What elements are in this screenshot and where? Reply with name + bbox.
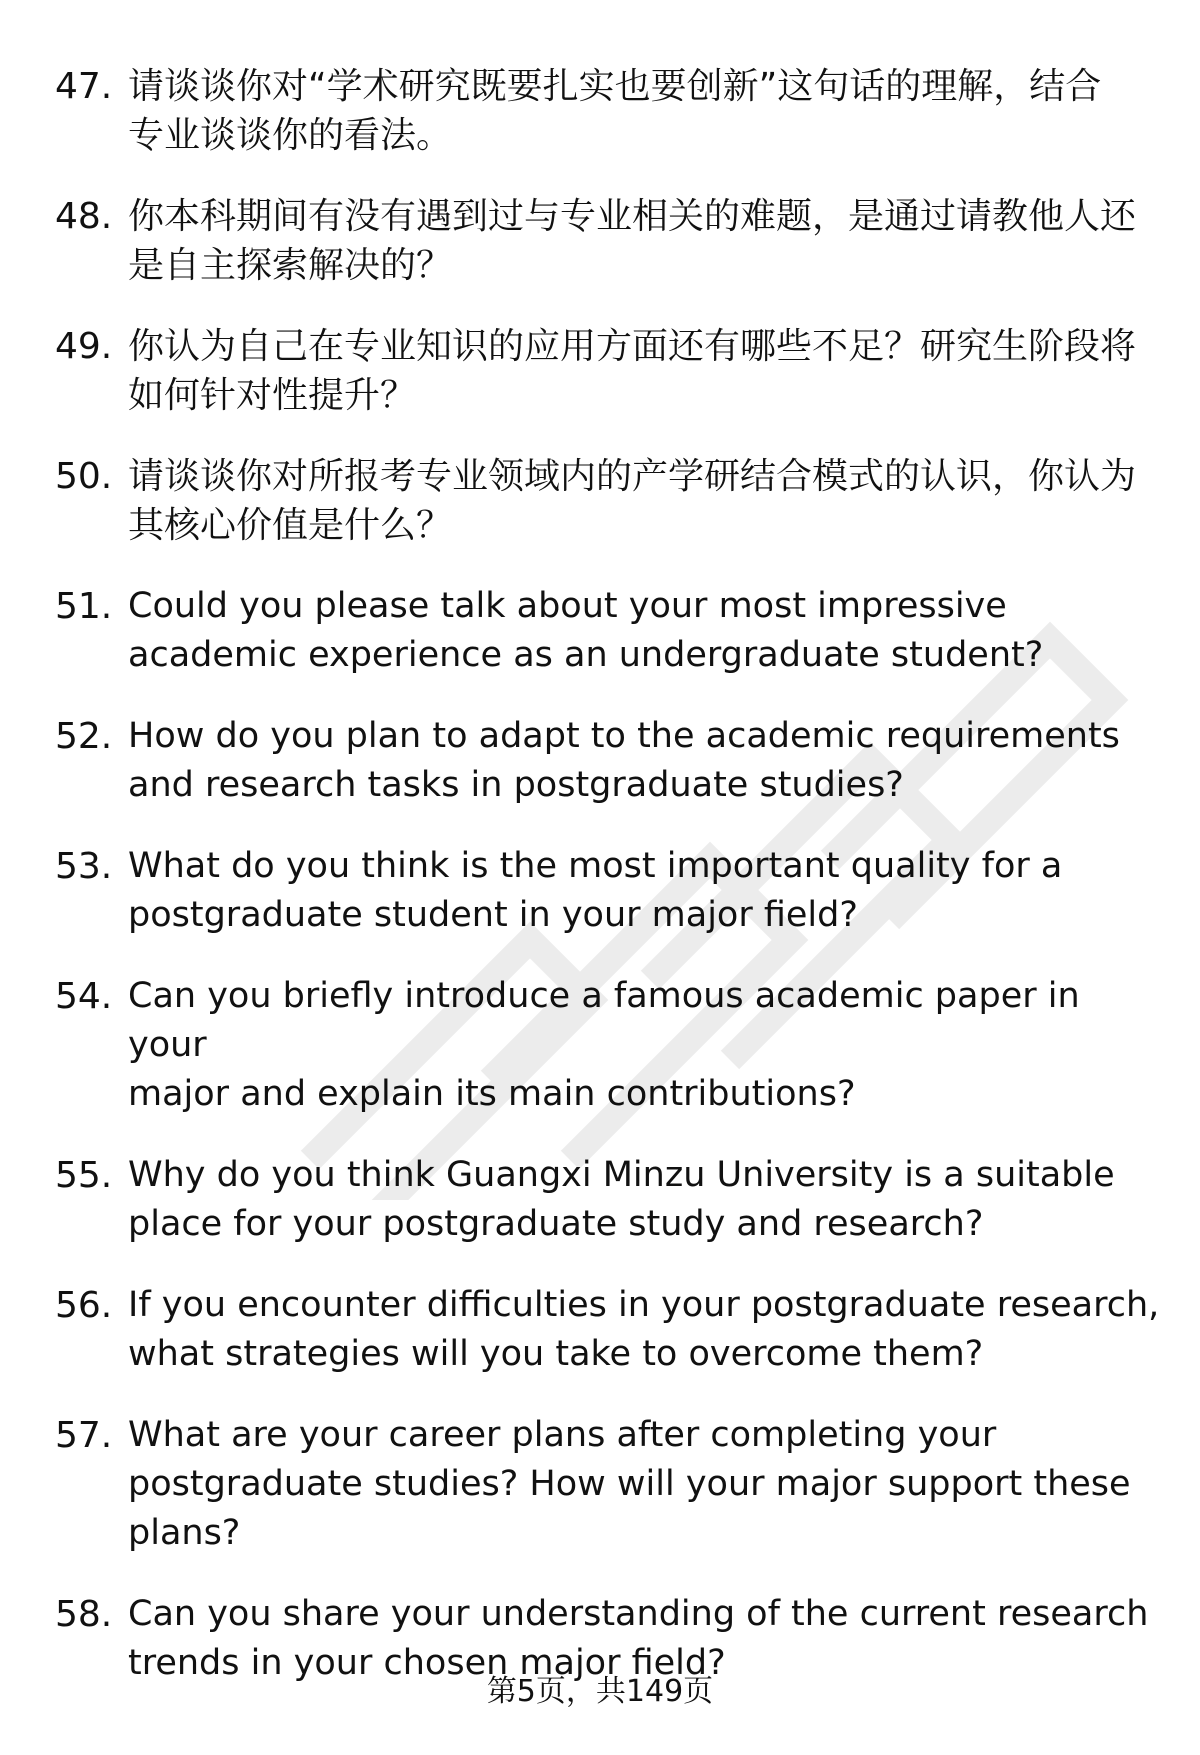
list-item	[55, 192, 1160, 290]
question-list	[55, 62, 1160, 1688]
question-text: Can you briefly introduce a famous academic paper in your major and explain its main contributions?	[128, 976, 1080, 1114]
list-item	[55, 62, 1160, 160]
question-number: 49.	[55, 326, 113, 367]
question-text: What do you think is the most important quality for a postgraduate student in your major field?	[128, 846, 1063, 935]
list-item	[55, 452, 1160, 550]
question-text: 你认为自己在专业知识的应用方面还有哪些不足？研究生阶段将 如何针对性提升？	[128, 326, 1137, 416]
question-text: Can you share your understanding of the current research trends in your chosen major field?	[128, 1594, 1149, 1683]
question-text: 请谈谈你对“学术研究既要扎实也要创新”这句话的理解，结合 专业谈谈你的看法。	[128, 66, 1102, 156]
question-number: 57.	[55, 1415, 113, 1456]
list-item	[55, 972, 1160, 1119]
question-number: 47.	[55, 66, 113, 107]
question-number: 53.	[55, 846, 113, 887]
question-number: 50.	[55, 456, 113, 497]
question-text: What are your career plans after completing your postgraduate studies? How will your major support these plans?	[128, 1415, 1131, 1553]
question-text: Why do you think Guangxi Minzu University is a suitable place for your postgraduate study and research?	[128, 1155, 1115, 1244]
question-number: 56.	[55, 1285, 113, 1326]
list-item	[55, 1151, 1160, 1249]
list-item	[55, 842, 1160, 940]
question-number: 48.	[55, 196, 113, 237]
question-number: 52.	[55, 716, 113, 757]
question-number: 58.	[55, 1594, 113, 1635]
question-text: 你本科期间有没有遇到过与专业相关的难题，是通过请教他人还 是自主探索解决的？	[128, 196, 1137, 286]
list-item	[55, 712, 1160, 810]
question-text: If you encounter difficulties in your postgraduate research, what strategies will you take to overcome them?	[128, 1285, 1160, 1374]
page-number-footer: 第5页，共149页	[486, 1674, 714, 1709]
list-item	[55, 582, 1160, 680]
question-text: Could you please talk about your most impressive academic experience as an undergraduate student?	[128, 586, 1044, 675]
question-number: 51.	[55, 586, 113, 627]
question-text: 请谈谈你对所报考专业领域内的产学研结合模式的认识，你认为 其核心价值是什么？	[128, 456, 1137, 546]
question-number: 54.	[55, 976, 113, 1017]
list-item	[55, 1411, 1160, 1558]
list-item	[55, 1281, 1160, 1379]
question-number: 55.	[55, 1155, 113, 1196]
list-item	[55, 322, 1160, 420]
question-text: How do you plan to adapt to the academic requirements and research tasks in postgraduate studies?	[128, 716, 1120, 805]
